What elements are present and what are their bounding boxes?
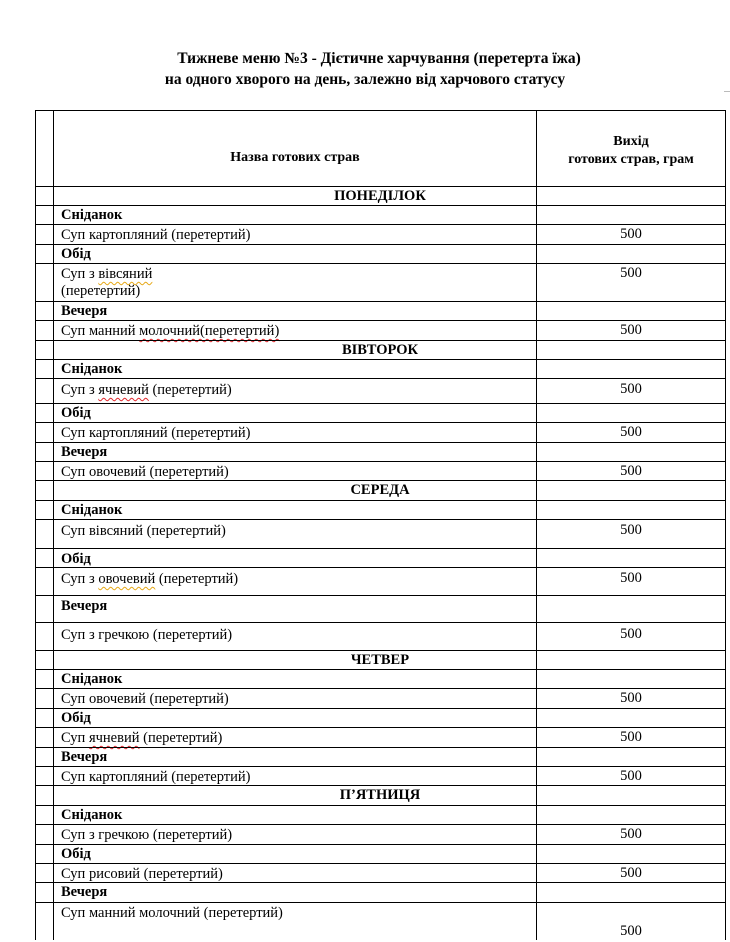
dish-row: [35, 422, 725, 442]
meal-label: Сніданок: [61, 207, 123, 223]
meal-row: [35, 205, 725, 224]
meal-row: [35, 882, 725, 902]
dish-name: Суп вівсяний (перетертий): [61, 523, 226, 539]
meal-label: Обід: [61, 246, 91, 262]
spellcheck-word: ячневий: [88, 730, 140, 746]
meal-label: Вечеря: [61, 444, 108, 460]
dish-row: [35, 824, 725, 844]
meal-label: Сніданок: [61, 502, 123, 518]
dish-name: [61, 382, 232, 403]
meal-row: [35, 442, 725, 461]
dish-row: [35, 766, 725, 785]
meal-row: [35, 301, 725, 320]
header-output: [537, 133, 725, 186]
dish-row: [35, 224, 725, 244]
dish-name: Суп манний молочний (перетертий): [61, 905, 283, 921]
dish-row: [35, 263, 725, 301]
day-label: ПОНЕДІЛОК: [334, 188, 426, 204]
dish-grams: 500: [620, 322, 642, 338]
dish-row: [35, 727, 725, 747]
meal-label: Обід: [61, 551, 91, 567]
meal-label: Вечеря: [61, 303, 108, 319]
meal-row: [35, 548, 725, 567]
dish-name-part: (перетертий): [61, 283, 141, 299]
dish-name: [61, 266, 152, 301]
menu-table: [35, 110, 726, 940]
meal-label: Вечеря: [61, 749, 108, 765]
meal-label: Обід: [61, 846, 91, 862]
meal-row: [35, 708, 725, 727]
dish-name: Суп картопляний (перетертий): [61, 769, 251, 785]
dish-grams: 500: [620, 865, 642, 881]
dish-name: [61, 571, 238, 595]
dish-name-part: (перетертий): [155, 571, 239, 587]
dish-grams: 500: [620, 690, 642, 706]
dish-grams: 500: [620, 381, 642, 397]
day-label: ВІВТОРОК: [341, 342, 419, 358]
table-header-row: [35, 110, 725, 186]
dish-name: Суп картопляний (перетертий): [61, 227, 251, 243]
dish-grams: 500: [620, 463, 642, 479]
dish-row: [35, 863, 725, 882]
meal-row: [35, 669, 725, 688]
spellcheck-word: вівсяний: [98, 266, 153, 282]
dish-name-part: Суп з: [61, 571, 99, 587]
dish-grams: 500: [620, 923, 642, 939]
header-output-line-2: готових страв, грам: [568, 152, 694, 167]
dish-row: [35, 378, 725, 403]
dish-name-part: Суп: [61, 730, 89, 746]
page-corner-mark: [724, 91, 730, 92]
dish-name: Суп з гречкою (перетертий): [61, 627, 233, 643]
day-row-monday: [35, 186, 725, 205]
dish-row: [35, 567, 725, 595]
day-label: СЕРЕДА: [350, 482, 410, 498]
day-row-wednesday: [35, 480, 725, 500]
dish-row: [35, 320, 725, 340]
dish-grams: 500: [620, 826, 642, 842]
document-title: [0, 48, 730, 90]
title-line-1: Тижневе меню №3 - Дієтичне харчування (перетерта їжа): [177, 50, 581, 67]
dish-grams: 500: [620, 265, 642, 281]
title-line-2: на одного хворого на день, залежно від харчового статусу: [164, 71, 566, 88]
meal-label: Сніданок: [61, 671, 123, 687]
meal-row: [35, 805, 725, 824]
dish-row: [35, 902, 725, 942]
spellcheck-word: молочний(перетертий): [139, 323, 280, 339]
meal-row: [35, 844, 725, 863]
dish-name-part: (перетертий): [139, 730, 223, 746]
dish-grams: 500: [620, 424, 642, 440]
meal-row: [35, 747, 725, 766]
table-border-right: [725, 110, 726, 940]
meal-row: [35, 359, 725, 378]
meal-label: Вечеря: [61, 598, 108, 614]
meal-label: Вечеря: [61, 884, 108, 900]
dish-row: [35, 519, 725, 548]
dish-name: Суп овочевий (перетертий): [61, 464, 229, 480]
dish-name: Суп картопляний (перетертий): [61, 425, 251, 441]
dish-name: [61, 730, 222, 747]
dish-name: Суп з гречкою (перетертий): [61, 827, 233, 843]
day-label: ЧЕТВЕР: [350, 652, 410, 668]
day-label: П’ЯТНИЦЯ: [339, 787, 421, 803]
dish-row: [35, 688, 725, 708]
dish-grams: 500: [620, 626, 642, 642]
dish-row: [35, 622, 725, 650]
meal-label: Обід: [61, 710, 91, 726]
meal-row: [35, 403, 725, 422]
day-row-tuesday: [35, 340, 725, 359]
header-dish-name: Назва готових страв: [230, 150, 360, 165]
meal-row: [35, 595, 725, 622]
dish-name: Суп овочевий (перетертий): [61, 691, 229, 707]
dish-grams: 500: [620, 768, 642, 784]
dish-grams: 500: [620, 226, 642, 242]
dish-grams: 500: [620, 729, 642, 745]
meal-row: [35, 500, 725, 519]
dish-row: [35, 461, 725, 480]
day-row-friday: [35, 785, 725, 805]
dish-name-part: (перетертий): [148, 382, 232, 398]
dish-name: [61, 323, 279, 340]
dish-grams: 500: [620, 570, 642, 586]
meal-label: Сніданок: [61, 807, 123, 823]
meal-label: Обід: [61, 405, 91, 421]
dish-name: Суп рисовий (перетертий): [61, 866, 223, 882]
day-row-thursday: [35, 650, 725, 669]
dish-name-part: Суп з: [61, 266, 99, 282]
spellcheck-word: ячневий: [98, 382, 149, 398]
dish-grams: 500: [620, 522, 642, 538]
dish-name-part: Суп з: [61, 382, 99, 398]
header-output-line-1: Вихід: [613, 134, 649, 149]
dish-name-part: Суп манний: [61, 323, 140, 339]
meal-label: Сніданок: [61, 361, 123, 377]
meal-row: [35, 244, 725, 263]
spellcheck-word: овочевий: [98, 571, 156, 587]
